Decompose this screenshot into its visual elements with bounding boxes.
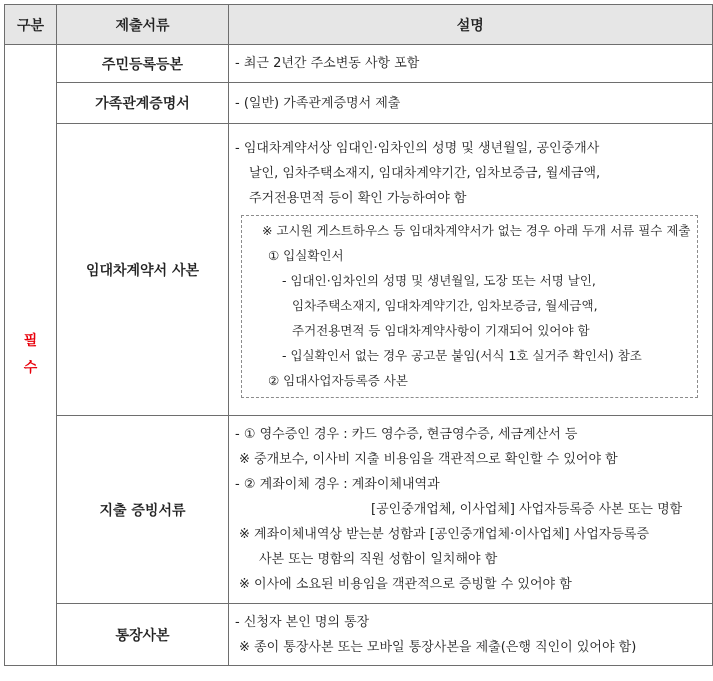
documents-table: [4, 4, 713, 666]
note-line: 주거전용면적 등 임대차계약사항이 기재되어 있어야 함: [292, 322, 590, 338]
desc-line: [공인중개업체, 이사업체] 사업자등록증 사본 또는 명함: [371, 502, 683, 517]
note-line: ② 임대사업자등록증 사본: [268, 372, 408, 388]
desc-line: 사본 또는 명함의 직원 성함이 일치해야 함: [259, 552, 498, 567]
table-row: [5, 416, 713, 604]
note-line: 임차주택소재지, 임대차계약기간, 임차보증금, 월세금액,: [292, 297, 598, 313]
category-char: 필: [23, 333, 38, 349]
doc-name: 주민등록등본: [57, 45, 229, 83]
desc-line: - ② 계좌이체 경우 : 계좌이체내역과: [235, 477, 440, 492]
doc-name: 통장사본: [57, 604, 229, 666]
doc-description: [229, 416, 713, 604]
doc-name: 임대차계약서 사본: [57, 124, 229, 416]
table-row: [5, 124, 713, 416]
doc-name: 가족관계증명서: [57, 83, 229, 124]
desc-line: - 신청자 본인 명의 통장: [235, 614, 370, 630]
note-line: ※ 고시원 게스트하우스 등 임대차계약서가 없는 경우 아래 두개 서류 필수 제출: [262, 222, 691, 238]
desc-line: ※ 이사에 소요된 비용임을 객관적으로 증빙할 수 있어야 함: [239, 577, 572, 592]
desc-line: - 최근 2년간 주소변동 사항 포함: [235, 56, 420, 71]
doc-description: [229, 83, 713, 124]
desc-line: 날인, 임차주택소재지, 임대차계약기간, 임차보증금, 월세금액,: [249, 165, 601, 181]
doc-description: [229, 604, 713, 666]
desc-line: - ① 영수증인 경우 : 카드 영수증, 현금영수증, 세금계산서 등: [235, 427, 578, 442]
desc-line: 주거전용면적 등이 확인 가능하여야 함: [249, 190, 467, 206]
header-category: 구분: [5, 5, 57, 45]
header-row: [5, 5, 713, 45]
header-description: 설명: [229, 5, 713, 45]
note-box: [241, 215, 698, 398]
note-line: ① 입실확인서: [268, 247, 344, 263]
doc-description: [229, 45, 713, 83]
desc-line: ※ 계좌이체내역상 받는분 성함과 [공인중개업체·이사업체] 사업자등록증: [239, 527, 650, 542]
note-line: - 입실확인서 없는 경우 공고문 붙임(서식 1호 실거주 확인서) 참조: [282, 347, 642, 363]
doc-name: 지출 증빙서류: [57, 416, 229, 604]
desc-line: ※ 중개보수, 이사비 지출 비용임을 객관적으로 확인할 수 있어야 함: [239, 452, 618, 467]
doc-description: [229, 124, 713, 416]
category-required: [5, 45, 57, 666]
note-line: - 임대인·임차인의 성명 및 생년월일, 도장 또는 서명 날인,: [282, 272, 596, 288]
desc-line: - (일반) 가족관계증명서 제출: [235, 95, 401, 111]
category-char: 수: [23, 360, 38, 376]
desc-line: - 임대차계약서상 임대인·임차인의 성명 및 생년월일, 공인중개사: [235, 140, 600, 156]
table-row: [5, 45, 713, 83]
table-row: [5, 83, 713, 124]
desc-line: ※ 종이 통장사본 또는 모바일 통장사본을 제출(은행 직인이 있어야 함): [239, 639, 637, 655]
table-row: [5, 604, 713, 666]
header-documents: 제출서류: [57, 5, 229, 45]
